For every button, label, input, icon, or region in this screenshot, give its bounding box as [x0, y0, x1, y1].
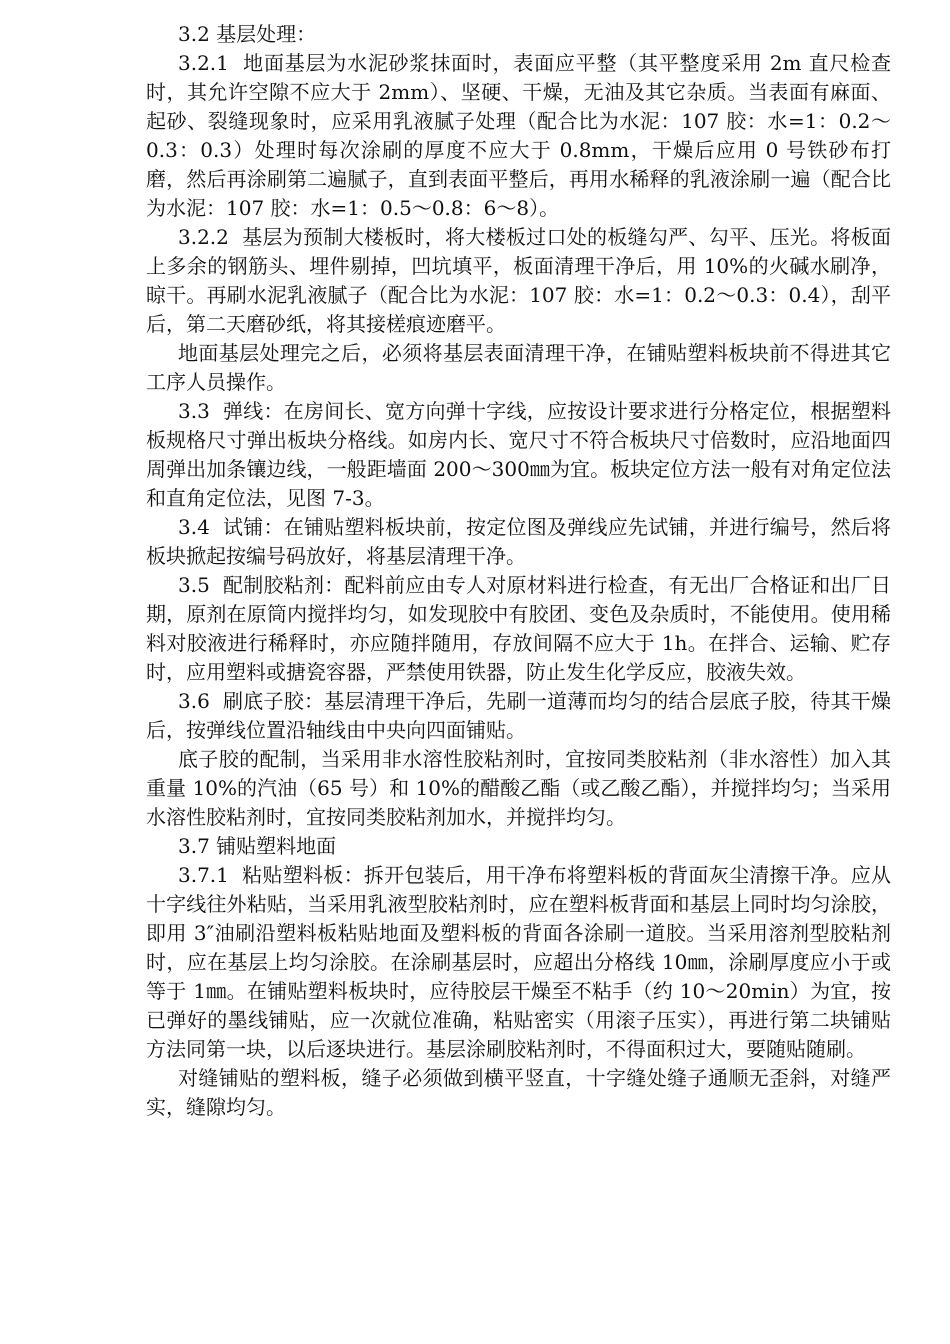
paragraph-3-5: 3.5 配制胶粘剂：配料前应由专人对原材料进行检查，有无出厂合格证和出厂日期，原剂在原筒内搅拌均匀，如发现胶中有胶团、变色及杂质时，不能使用。使用稀料对胶液进行稀释时，亦应随拌随用，存放间隔不应大于 1h。在拌合、运输、贮存时，应用塑料或搪瓷容器，严禁使用铁器，防止发生化学反应，胶液失效。: [146, 573, 891, 684]
paragraph-primer-mix: 底子胶的配制，当采用非水溶性胶粘剂时，宜按同类胶粘剂（非水溶性）加入其重量 10%的汽油（65 号）和 10%的醋酸乙酯（或乙酸乙酯），并搅拌均匀；当采用水溶性胶粘剂时，宜按同类胶粘剂加水，并搅拌均匀。: [146, 747, 891, 829]
document-body: [146, 20, 891, 1122]
paragraph-3-2-1: 3.2.1 地面基层为水泥砂浆抹面时，表面应平整（其平整度采用 2m 直尺检查时，其允许空隙不应大于 2mm）、坚硬、干燥，无油及其它杂质。当表面有麻面、起砂、裂缝现象时，应采用乳液腻子处理（配合比为水泥：107 胶：水=1：0.2～0.3：0.3）处理时每次涂刷的厚度不应大于 0.8mm，干燥后应用 0 号铁砂布打磨，然后再涂刷第二遍腻子，直到表面平整后，再用水稀释的乳液涂刷一遍（配合比为水泥：107 胶：水=1：0.5～0.8：6～8）。: [146, 51, 891, 220]
paragraph-seam-laying: 对缝铺贴的塑料板，缝子必须做到横平竖直，十字缝处缝子通顺无歪斜，对缝严实，缝隙均匀。: [146, 1066, 891, 1119]
section-heading-3-7: 3.7 铺贴塑料地面: [178, 834, 337, 858]
paragraph-3-2-2: 3.2.2 基层为预制大楼板时，将大楼板过口处的板缝勾严、勾平、压光。将板面上多余的钢筋头、埋件剔掉，凹坑填平，板面清理干净后，用 10%的火碱水刷净，晾干。再刷水泥乳液腻子（配合比为水泥：107 胶：水=1：0.2～0.3：0.4），刮平后，第二天磨砂纸，将其接槎痕迹磨平。: [146, 225, 891, 336]
paragraph-3-3: 3.3 弹线：在房间长、宽方向弹十字线，应按设计要求进行分格定位，根据塑料板规格尺寸弹出板块分格线。如房内长、宽尺寸不符合板块尺寸倍数时，应沿地面四周弹出加条镶边线，一般距墙面 200～300㎜为宜。板块定位方法一般有对角定位法和直角定位法，见图 7-3。: [146, 399, 891, 510]
paragraph-3-4: 3.4 试铺：在铺贴塑料板块前，按定位图及弹线应先试铺，并进行编号，然后将板块掀起按编号码放好，将基层清理干净。: [146, 515, 891, 568]
paragraph-3-7-1: 3.7.1 粘贴塑料板：拆开包装后，用干净布将塑料板的背面灰尘清擦干净。应从十字线往外粘贴，当采用乳液型胶粘剂时，应在塑料板背面和基层上同时均匀涂胶，即用 3″油刷沿塑料板粘贴地面及塑料板的背面各涂刷一道胶。当采用溶剂型胶粘剂时，应在基层上均匀涂胶。在涂刷基层时，应超出分格线 10㎜，涂刷厚度应小于或等于 1㎜。在铺贴塑料板块时，应待胶层干燥至不粘手（约 10～20min）为宜，按已弹好的墨线铺贴，应一次就位准确，粘贴密实（用滚子压实），再进行第二块铺贴方法同第一块，以后逐块进行。基层涂刷胶粘剂时，不得面积过大，要随贴随刷。: [146, 863, 891, 1061]
section-heading-3-2: 3.2 基层处理：: [178, 22, 317, 46]
paragraph-base-cleanup: 地面基层处理完之后，必须将基层表面清理干净，在铺贴塑料板块前不得进其它工序人员操作。: [146, 341, 891, 394]
paragraph-3-6: 3.6 刷底子胶：基层清理干净后，先刷一道薄而均匀的结合层底子胶，待其干燥后，按弹线位置沿轴线由中央向四面铺贴。: [146, 689, 891, 742]
